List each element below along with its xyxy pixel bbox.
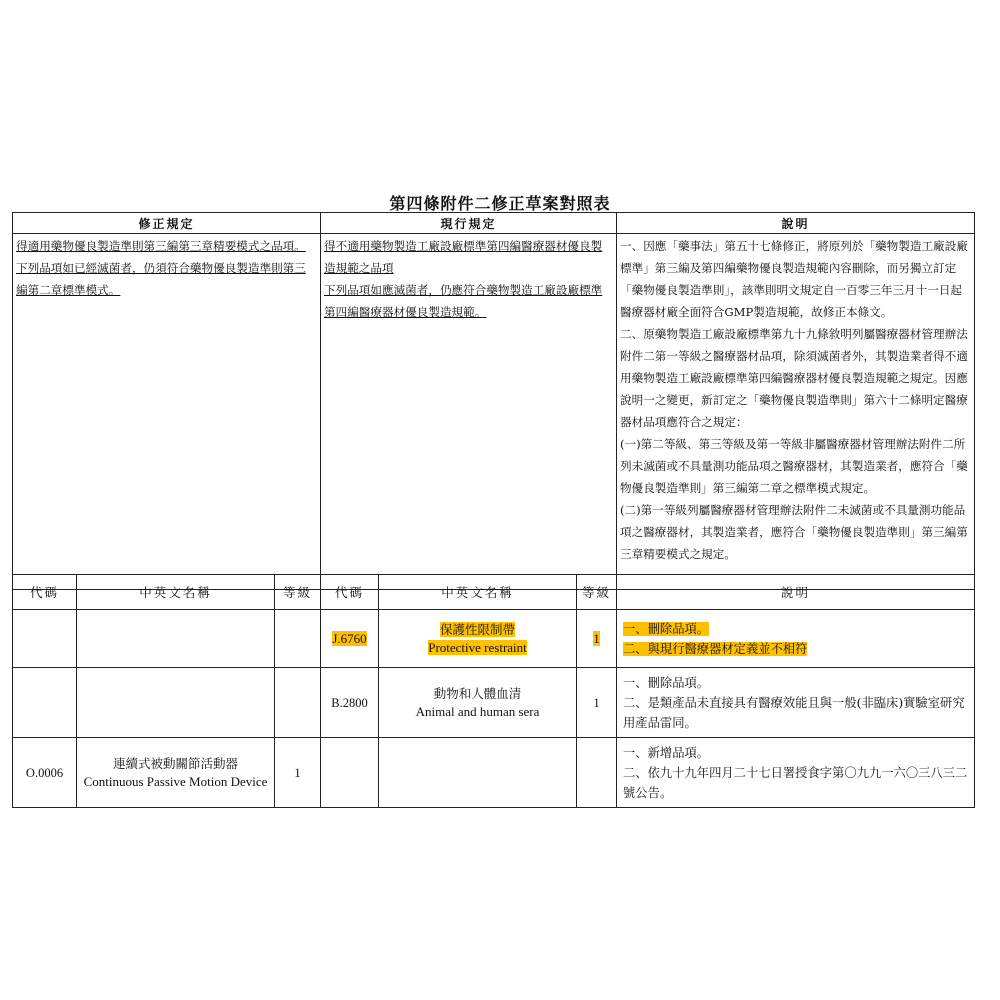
name-zh: 保護性限制帶 <box>439 621 515 637</box>
new-name-cell <box>77 610 275 668</box>
new-grade-cell <box>275 610 321 668</box>
col-header-explanation: 說明 <box>617 575 975 610</box>
old-code: J.6760 <box>332 630 367 646</box>
current-provision-cell <box>321 234 617 590</box>
new-code-cell: O.0006 <box>13 738 77 808</box>
row-explanation-cell <box>617 610 975 668</box>
old-name-cell <box>379 738 577 808</box>
name-zh: 連續式被動關節活動器 <box>112 755 238 771</box>
amended-paragraph: 下列品項如已經滅菌者，仍須符合藥物優良製造準則第三編第二章標準模式。 <box>16 261 306 297</box>
new-grade-cell <box>275 668 321 738</box>
comparison-table <box>12 212 975 590</box>
explanation-line: 一、刪除品項。 <box>623 675 710 690</box>
old-grade-cell <box>577 738 617 808</box>
header-current: 現行規定 <box>321 213 617 234</box>
row-explanation-cell <box>617 668 975 738</box>
table-row <box>13 668 975 738</box>
col-header-new-grade: 等級 <box>275 575 321 610</box>
explanation-line: 一、刪除品項。 <box>623 621 710 636</box>
explanation-line: 二、與現行醫療器材定義並不相符 <box>623 641 808 656</box>
old-grade-cell <box>577 610 617 668</box>
old-grade-cell: 1 <box>577 668 617 738</box>
current-paragraph: 下列品項如應滅菌者，仍應符合藥物製造工廠設廠標準第四編醫療器材優良製造規範。 <box>324 283 603 319</box>
col-header-old-code: 代碼 <box>321 575 379 610</box>
amended-paragraph: 得適用藥物優良製造準則第三編第三章精要模式之品項。 <box>16 239 306 253</box>
explanation-line: 一、新增品項。 <box>623 745 710 760</box>
new-code-cell <box>13 610 77 668</box>
col-header-old-name: 中英文名稱 <box>379 575 577 610</box>
explanation-paragraph: 一、因應「藥事法」第五十七條修正，將原列於「藥物製造工廠設廠標準」第三編及第四編藥物優良製造規範內容刪除，而另獨立訂定「藥物優良製造準則」，該準則明文規定自一百零三年三月十一日起醫療器材廠全面符合GMP製造規範，故修正本條文。 <box>620 239 968 319</box>
explanation-paragraph: 二、原藥物製造工廠設廠標準第九十九條敘明列屬醫療器材管理辦法附件二第一等級之醫療器材品項，除須滅菌者外，其製造業者得不適用藥物製造工廠設廠標準第四編醫療器材優良製造規範之規定。因應說明一之變更，新訂定之「藥物優良製造準則」第六十二條明定醫療器材品項應符合之規定： <box>620 327 968 429</box>
explanation-line: 二、是類產品未直接具有醫療效能且與一般(非臨床)實驗室研究用產品雷同。 <box>623 695 965 730</box>
new-name-cell <box>77 738 275 808</box>
col-header-new-code: 代碼 <box>13 575 77 610</box>
old-code-cell: B.2800 <box>321 668 379 738</box>
name-en: Protective restraint <box>428 639 527 655</box>
explanation-paragraph: (一)第二等級、第三等級及第一等級非屬醫療器材管理辦法附件二所列未滅菌或不具量測功能品項之醫療器材，其製造業者，應符合「藥物優良製造準則」第三編第二章之標準模式規定。 <box>620 437 968 495</box>
header-explanation: 說明 <box>617 213 975 234</box>
header-amended: 修正規定 <box>13 213 321 234</box>
table-row <box>13 610 975 668</box>
old-code-cell <box>321 738 379 808</box>
col-header-old-grade: 等級 <box>577 575 617 610</box>
current-paragraph: 得不適用藥物製造工廠設廠標準第四編醫療器材優良製造規範之品項 <box>324 239 603 275</box>
row-explanation-cell <box>617 738 975 808</box>
amended-provision-cell <box>13 234 321 590</box>
items-table <box>12 574 975 808</box>
explanation-cell <box>617 234 975 590</box>
document-title: 第四條附件二修正草案對照表 <box>389 194 611 213</box>
col-header-new-name: 中英文名稱 <box>77 575 275 610</box>
old-name-cell <box>379 610 577 668</box>
name-zh: 動物和人體血清 <box>433 685 522 701</box>
name-en: Animal and human sera <box>415 703 540 719</box>
new-name-cell <box>77 668 275 738</box>
old-name-cell <box>379 668 577 738</box>
explanation-line: 二、依九十九年四月二十七日署授食字第〇九九一六〇三八三二號公告。 <box>623 765 968 800</box>
new-grade-cell: 1 <box>275 738 321 808</box>
explanation-paragraph: (二)第一等級列屬醫療器材管理辦法附件二未滅菌或不具量測功能品項之醫療器材，其製造業者，應符合「藥物優良製造準則」第三編第三章精要模式之規定。 <box>620 503 968 561</box>
new-code-cell <box>13 668 77 738</box>
old-code-cell <box>321 610 379 668</box>
old-grade: 1 <box>593 630 600 646</box>
table-row <box>13 738 975 808</box>
name-en: Continuous Passive Motion Device <box>83 773 268 789</box>
